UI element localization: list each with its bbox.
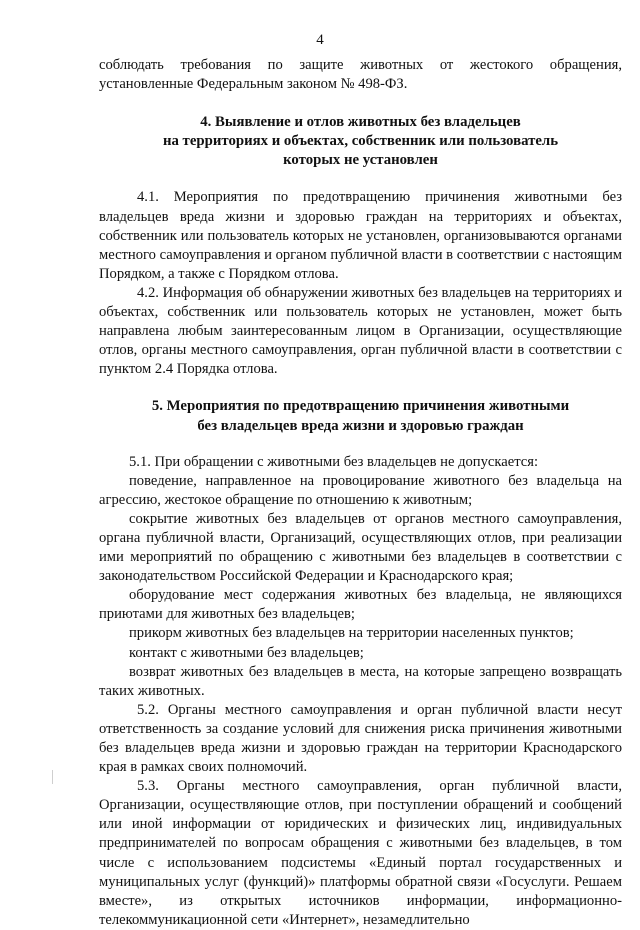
- paragraph-5-2: 5.2. Органы местного самоуправления и орган публичной власти несут ответственность за создание условий для снижения риска причинения животными без владельцев вреда жизни и здоровью граждан на территории Краснодарского края в рамках своих полномочий.: [99, 701, 622, 776]
- section-5-heading: [99, 397, 622, 435]
- list-item: возврат животных без владельцев в места, на которые запрещено возвращать таких животных.: [99, 663, 622, 699]
- document-body: [99, 56, 622, 930]
- list-item: оборудование мест содержания животных без владельца, не являющихся приютами для животных без владельцев;: [99, 587, 622, 623]
- list-item: прикорм животных без владельцев на территории населенных пунктов;: [129, 625, 574, 642]
- list-item: контакт с животными без владельцев;: [129, 644, 364, 661]
- list-item: поведение, направленное на провоцирование животного без владельца на агрессию, жестокое обращение по отношению к животным;: [99, 472, 622, 508]
- paragraph-4-2: 4.2. Информация об обнаружении животных без владельцев на территориях и объектах, собственник или пользователь которых не установлен, может быть направлена любым заинтересованным лицом в Организации, осуществляющие отлов, органы местного самоуправления, орган публичной власти в соответствии с пунктом 2.4 Порядка отлова.: [99, 284, 622, 378]
- section-5-title-line-1: 5. Мероприятия по предотвращению причинения животными: [151, 398, 570, 415]
- margin-mark: [52, 770, 53, 784]
- section-4-title-line-2: на территориях и объектах, собственник или пользователь: [162, 133, 559, 150]
- page-number: 4: [316, 32, 324, 48]
- paragraph-4-1: 4.1. Мероприятия по предотвращению причинения животными без владельцев вреда жизни и здоровью граждан на территориях и объектах, собственник или пользователь которых не установлен, организовываются органами местного самоуправления и органом публичной власти в соответствии с настоящим Порядком, а также с Порядком отлова.: [99, 189, 622, 282]
- paragraph-5-1: 5.1. При обращении с животными без владельцев не допускается:: [129, 453, 539, 470]
- section-4-title-line-3: которых не установлен: [283, 152, 438, 169]
- paragraph-5-3: 5.3. Органы местного самоуправления, орган публичной власти, Организации, осуществляющие отлов, при поступлении обращений и сообщений или иной информации от юридических и физических лиц, индивидуальных предпринимателей по вопросам обращения с животными без владельцев, в том числе с использованием подсистемы «Единый портал государственных и муниципальных услуг (функций)» платформы обратной связи «Госуслуги. Решаем вместе», из открытых источников информации, информационно-телекоммуникационной сети «Интернет», незамедлительно: [99, 778, 622, 928]
- section-4-title-line-1: 4. Выявление и отлов животных без владельцев: [200, 114, 521, 131]
- section-5-title-line-2: без владельцев вреда жизни и здоровью граждан: [197, 417, 524, 434]
- list-item: сокрытие животных без владельцев от органов местного самоуправления, органа публичной власти, Организаций, осуществляющих отлов, при реализации ими мероприятий по обращению с животными без владельцев в соответствии с законодательством Российской Федерации и Краснодарского края;: [99, 510, 622, 585]
- section-4-heading: [99, 113, 622, 170]
- intro-paragraph: соблюдать требования по защите животных от жестокого обращения, установленные Федеральным законом № 498-ФЗ.: [99, 57, 622, 93]
